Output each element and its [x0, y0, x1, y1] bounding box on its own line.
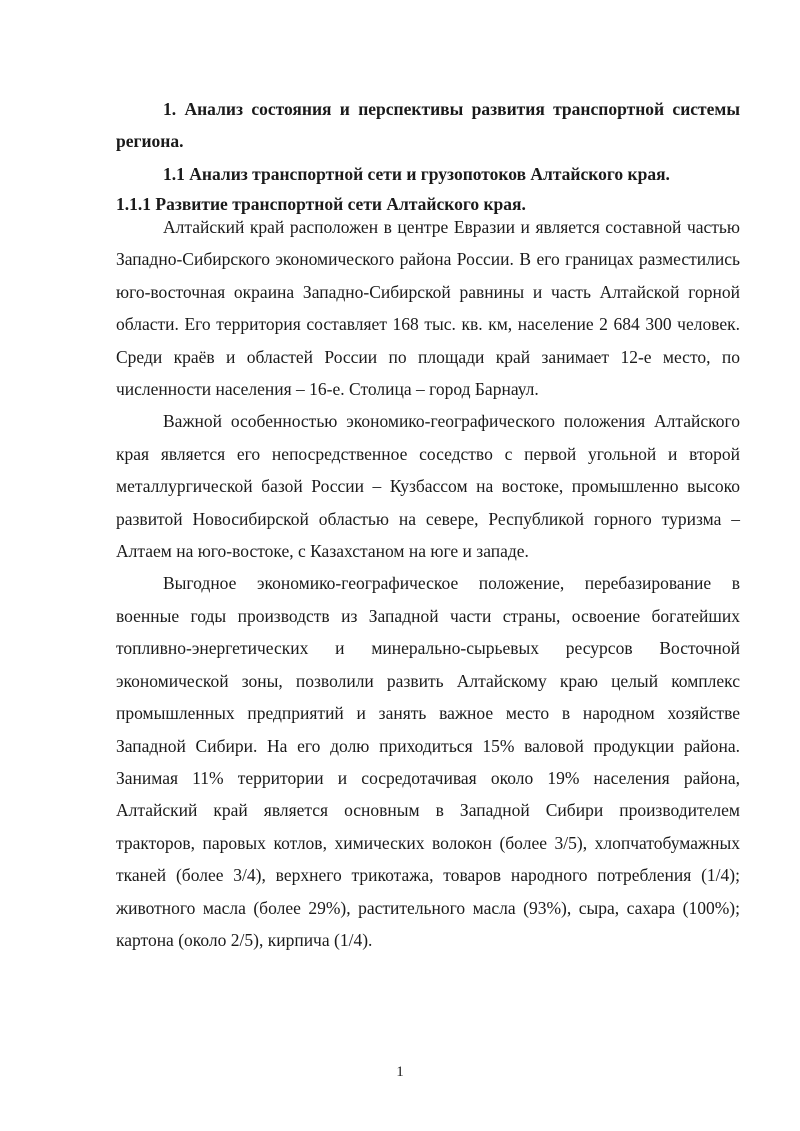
page-content — [116, 93, 740, 956]
paragraph-economy: Выгодное экономико-географическое положение, перебазирование в военные годы производств из Западной части страны, освоение богатейших топливно-энергетических и минерально-сырьевых ресурсов Восточной экономической зоны, позволили развить Алтайскому краю целый комплекс промышленных предприятий и занять важное место в народном хозяйстве Западной Сибири. На его долю приходиться 15% валовой продукции района. Занимая 11% территории и сосредотачивая около 19% населения района, Алтайский край является основным в Западной Сибири производителем тракторов, паровых котлов, химических волокон (более 3/5), хлопчатобумажных тканей (более 3/4), верхнего трикотажа, товаров народного потребления (1/4); животного масла (более 29%), растительного масла (93%), сыра, сахара (100%); картона (около 2/5), кирпича (1/4). — [116, 573, 740, 950]
subsubsection-heading: 1.1.1 Развитие транспортной сети Алтайского края. — [116, 194, 526, 214]
paragraph-neighbors: Важной особенностью экономико-географического положения Алтайского края является его непосредственное соседство с первой угольной и второй металлургической базой России – Кузбассом на востоке, промышленно высоко развитой Новосибирской областью на севере, Республикой горного туризма – Алтаем на юго-востоке, с Казахстаном на юге и западе. — [116, 411, 740, 562]
page-number: 1 — [396, 1064, 404, 1080]
section-heading: 1. Анализ состояния и перспективы развития транспортной системы региона. — [116, 99, 740, 151]
subsection-heading: 1.1 Анализ транспортной сети и грузопотоков Алтайского края. — [163, 164, 670, 184]
paragraph-location: Алтайский край расположен в центре Евразии и является составной частью Западно-Сибирского экономического района России. В его границах разместились юго-восточная окраина Западно-Сибирской равнины и часть Алтайской горной области. Его территория составляет 168 тыс. кв. км, население 2 684 300 человек. Среди краёв и областей России по площади край занимает 12-е место, по численности населения – 16-е. Столица – город Барнаул. — [116, 217, 740, 400]
